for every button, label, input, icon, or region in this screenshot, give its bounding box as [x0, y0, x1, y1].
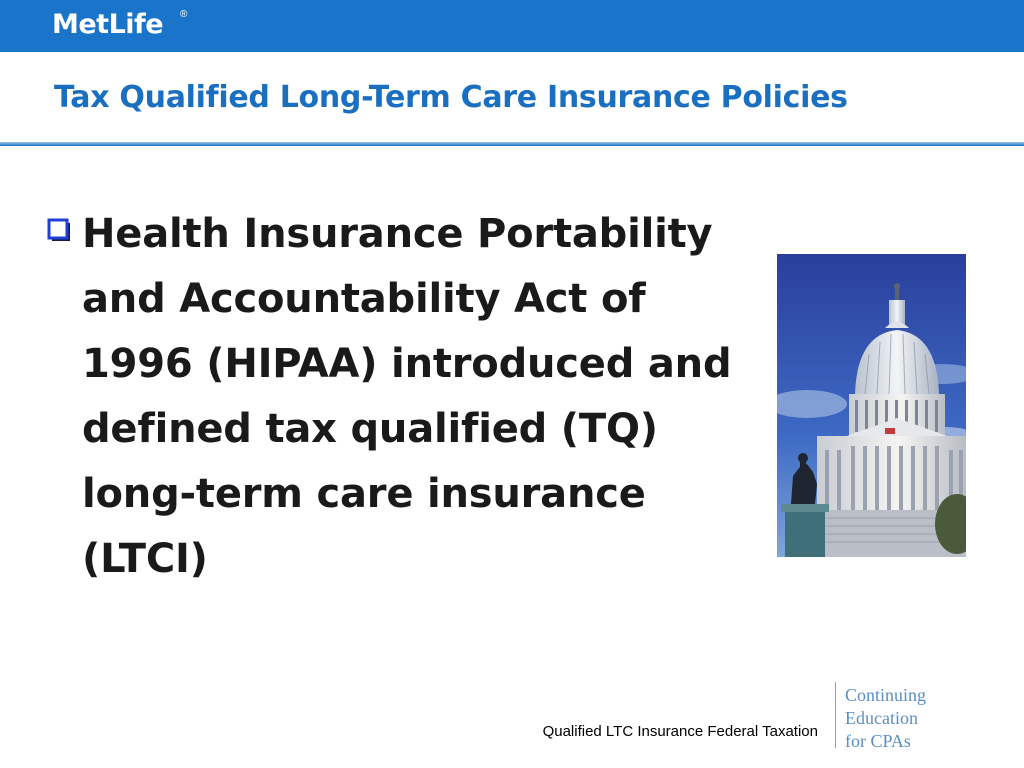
registered-mark: ®	[180, 9, 188, 20]
cpe-badge-line3: for CPAs	[845, 731, 911, 751]
capitol-dome-photo	[777, 254, 966, 557]
slide-title: Tax Qualified Long-Term Care Insurance Policies	[54, 80, 848, 115]
header-bar	[0, 0, 1024, 52]
footer-divider	[835, 682, 836, 748]
hollow-square-bullet-icon	[47, 218, 71, 242]
bullet-text: Health Insurance Portability and Accountability Act of 1996 (HIPAA) introduced and defined tax qualified (TQ) long-term care insurance (LTCI)	[82, 211, 732, 582]
metlife-logo: MetLife	[52, 9, 164, 40]
cpe-badge-line2: Education	[845, 708, 918, 728]
cpe-badge-line1: Continuing	[845, 685, 927, 705]
cpe-badge	[845, 684, 1015, 753]
title-divider	[0, 142, 1024, 146]
footer-title: Qualified LTC Insurance Federal Taxation	[542, 723, 818, 740]
